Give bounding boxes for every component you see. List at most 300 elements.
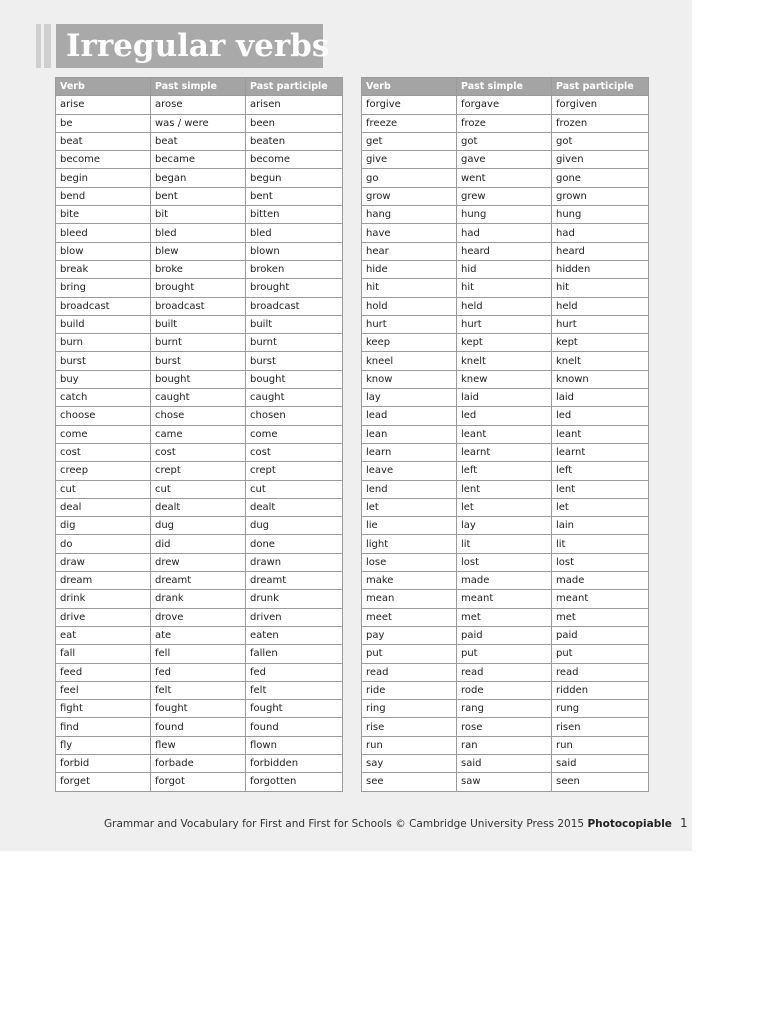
table-row: [56, 626, 343, 644]
table-row: [362, 773, 649, 791]
past-participle-cell: held: [552, 297, 649, 315]
verb-cell: cost: [56, 443, 151, 461]
past-simple-cell: cut: [151, 480, 246, 498]
past-simple-cell: began: [151, 169, 246, 187]
verb-cell: deal: [56, 498, 151, 516]
verb-cell: bend: [56, 187, 151, 205]
title-banner: [56, 24, 330, 68]
past-simple-cell: drank: [151, 590, 246, 608]
past-participle-cell: built: [246, 315, 343, 333]
header-verb: Verb: [56, 78, 151, 96]
past-simple-cell: blew: [151, 242, 246, 260]
past-simple-cell: brought: [151, 279, 246, 297]
past-participle-cell: seen: [552, 773, 649, 791]
verb-cell: bleed: [56, 224, 151, 242]
verb-table-right: [361, 77, 649, 792]
past-simple-cell: kept: [457, 334, 552, 352]
verb-cell: go: [362, 169, 457, 187]
past-simple-cell: had: [457, 224, 552, 242]
verb-cell: bite: [56, 206, 151, 224]
past-simple-cell: dreamt: [151, 572, 246, 590]
verb-cell: run: [362, 736, 457, 754]
verb-cell: dig: [56, 517, 151, 535]
table-row: [56, 242, 343, 260]
past-simple-cell: ran: [457, 736, 552, 754]
past-simple-cell: laid: [457, 389, 552, 407]
past-participle-cell: risen: [552, 718, 649, 736]
verb-cell: fly: [56, 736, 151, 754]
header-past-simple: Past simple: [151, 78, 246, 96]
verb-cell: fall: [56, 645, 151, 663]
past-participle-cell: made: [552, 572, 649, 590]
verb-cell: hold: [362, 297, 457, 315]
past-participle-cell: knelt: [552, 352, 649, 370]
verb-cell: let: [362, 498, 457, 516]
past-simple-cell: arose: [151, 96, 246, 114]
past-participle-cell: bitten: [246, 206, 343, 224]
past-simple-cell: crept: [151, 462, 246, 480]
table-row: [56, 608, 343, 626]
table-row: [362, 114, 649, 132]
table-row: [362, 352, 649, 370]
verb-cell: keep: [362, 334, 457, 352]
past-simple-cell: burst: [151, 352, 246, 370]
past-simple-cell: forgot: [151, 773, 246, 791]
past-participle-cell: learnt: [552, 443, 649, 461]
verb-cell: learn: [362, 443, 457, 461]
verb-cell: feed: [56, 663, 151, 681]
verb-cell: choose: [56, 407, 151, 425]
verb-cell: get: [362, 132, 457, 150]
past-simple-cell: came: [151, 425, 246, 443]
table-row: [56, 169, 343, 187]
table-row: [56, 425, 343, 443]
table-row: [362, 132, 649, 150]
verb-cell: know: [362, 370, 457, 388]
past-participle-cell: bought: [246, 370, 343, 388]
past-participle-cell: got: [552, 132, 649, 150]
past-simple-cell: drove: [151, 608, 246, 626]
past-participle-cell: come: [246, 425, 343, 443]
table-row: [56, 553, 343, 571]
header-past-participle: Past participle: [552, 78, 649, 96]
past-simple-cell: got: [457, 132, 552, 150]
past-participle-cell: lit: [552, 535, 649, 553]
table-row: [362, 425, 649, 443]
past-participle-cell: put: [552, 645, 649, 663]
table-row: [362, 754, 649, 772]
past-participle-cell: broken: [246, 260, 343, 278]
past-participle-cell: let: [552, 498, 649, 516]
past-simple-cell: froze: [457, 114, 552, 132]
past-participle-cell: known: [552, 370, 649, 388]
copyright-text: Grammar and Vocabulary for First and First for Schools © Cambridge University Press 2015: [104, 818, 588, 830]
past-simple-cell: hit: [457, 279, 552, 297]
past-participle-cell: lost: [552, 553, 649, 571]
past-participle-cell: flown: [246, 736, 343, 754]
past-simple-cell: forbade: [151, 754, 246, 772]
past-simple-cell: lit: [457, 535, 552, 553]
table-row: [362, 242, 649, 260]
verb-cell: build: [56, 315, 151, 333]
past-simple-cell: became: [151, 151, 246, 169]
past-simple-cell: found: [151, 718, 246, 736]
past-simple-cell: saw: [457, 773, 552, 791]
verb-cell: hang: [362, 206, 457, 224]
past-participle-cell: done: [246, 535, 343, 553]
title-decor-bar: [36, 24, 41, 68]
past-participle-cell: caught: [246, 389, 343, 407]
past-participle-cell: felt: [246, 681, 343, 699]
verb-cell: buy: [56, 370, 151, 388]
past-simple-cell: forgave: [457, 96, 552, 114]
header-past-participle: Past participle: [246, 78, 343, 96]
table-row: [362, 590, 649, 608]
verb-cell: drive: [56, 608, 151, 626]
past-simple-cell: dealt: [151, 498, 246, 516]
page-title: Irregular verbs: [66, 28, 330, 64]
past-simple-cell: broadcast: [151, 297, 246, 315]
past-participle-cell: read: [552, 663, 649, 681]
verb-cell: see: [362, 773, 457, 791]
table-row: [362, 187, 649, 205]
verb-cell: forbid: [56, 754, 151, 772]
past-participle-cell: paid: [552, 626, 649, 644]
verb-cell: draw: [56, 553, 151, 571]
past-simple-cell: ate: [151, 626, 246, 644]
table-row: [56, 389, 343, 407]
table-row: [362, 443, 649, 461]
past-participle-cell: given: [552, 151, 649, 169]
past-simple-cell: went: [457, 169, 552, 187]
table-row: [362, 279, 649, 297]
past-simple-cell: felt: [151, 681, 246, 699]
past-simple-cell: led: [457, 407, 552, 425]
past-simple-cell: lay: [457, 517, 552, 535]
table-row: [56, 517, 343, 535]
past-simple-cell: made: [457, 572, 552, 590]
photocopiable-label: Photocopiable: [587, 818, 672, 830]
verb-cell: eat: [56, 626, 151, 644]
verb-cell: put: [362, 645, 457, 663]
table-row: [362, 370, 649, 388]
table-row: [56, 718, 343, 736]
table-row: [362, 572, 649, 590]
verb-cell: say: [362, 754, 457, 772]
table-row: [362, 608, 649, 626]
past-participle-cell: fought: [246, 700, 343, 718]
table-row: [56, 572, 343, 590]
table-row: [362, 700, 649, 718]
past-simple-cell: hung: [457, 206, 552, 224]
past-participle-cell: arisen: [246, 96, 343, 114]
table-row: [56, 315, 343, 333]
table-header-row: [56, 78, 343, 96]
past-participle-cell: dreamt: [246, 572, 343, 590]
table-row: [56, 206, 343, 224]
table-row: [362, 206, 649, 224]
verb-cell: make: [362, 572, 457, 590]
past-simple-cell: gave: [457, 151, 552, 169]
past-participle-cell: hidden: [552, 260, 649, 278]
table-row: [56, 279, 343, 297]
past-participle-cell: gone: [552, 169, 649, 187]
past-participle-cell: run: [552, 736, 649, 754]
table-row: [56, 535, 343, 553]
table-row: [56, 114, 343, 132]
verb-cell: creep: [56, 462, 151, 480]
table-row: [362, 517, 649, 535]
table-row: [56, 132, 343, 150]
table-row: [362, 736, 649, 754]
past-participle-cell: blown: [246, 242, 343, 260]
verb-table-left: [55, 77, 343, 792]
past-simple-cell: let: [457, 498, 552, 516]
past-participle-cell: burst: [246, 352, 343, 370]
past-participle-cell: forgiven: [552, 96, 649, 114]
verb-cell: lose: [362, 553, 457, 571]
past-participle-cell: eaten: [246, 626, 343, 644]
table-row: [362, 681, 649, 699]
verb-cell: lie: [362, 517, 457, 535]
past-participle-cell: bent: [246, 187, 343, 205]
table-row: [362, 297, 649, 315]
past-simple-cell: drew: [151, 553, 246, 571]
table-row: [362, 626, 649, 644]
past-simple-cell: heard: [457, 242, 552, 260]
verb-cell: freeze: [362, 114, 457, 132]
past-simple-cell: learnt: [457, 443, 552, 461]
verb-cell: meet: [362, 608, 457, 626]
past-participle-cell: left: [552, 462, 649, 480]
table-row: [362, 462, 649, 480]
table-row: [56, 370, 343, 388]
verb-cell: be: [56, 114, 151, 132]
table-row: [56, 352, 343, 370]
table-row: [56, 187, 343, 205]
header-verb: Verb: [362, 78, 457, 96]
table-row: [56, 498, 343, 516]
past-participle-cell: drawn: [246, 553, 343, 571]
past-participle-cell: grown: [552, 187, 649, 205]
table-header-row: [362, 78, 649, 96]
table-row: [56, 480, 343, 498]
table-row: [362, 480, 649, 498]
past-participle-cell: broadcast: [246, 297, 343, 315]
past-simple-cell: knelt: [457, 352, 552, 370]
table-row: [362, 535, 649, 553]
past-participle-cell: dealt: [246, 498, 343, 516]
verb-cell: kneel: [362, 352, 457, 370]
past-simple-cell: broke: [151, 260, 246, 278]
past-participle-cell: driven: [246, 608, 343, 626]
past-participle-cell: said: [552, 754, 649, 772]
past-participle-cell: laid: [552, 389, 649, 407]
verb-cell: leave: [362, 462, 457, 480]
page-number: 1: [679, 816, 688, 830]
past-participle-cell: fed: [246, 663, 343, 681]
verb-cell: light: [362, 535, 457, 553]
table-row: [362, 96, 649, 114]
verb-cell: drink: [56, 590, 151, 608]
past-simple-cell: put: [457, 645, 552, 663]
past-simple-cell: met: [457, 608, 552, 626]
past-simple-cell: caught: [151, 389, 246, 407]
past-participle-cell: frozen: [552, 114, 649, 132]
past-participle-cell: drunk: [246, 590, 343, 608]
past-participle-cell: bled: [246, 224, 343, 242]
verb-cell: come: [56, 425, 151, 443]
past-simple-cell: said: [457, 754, 552, 772]
verb-cell: feel: [56, 681, 151, 699]
past-simple-cell: lent: [457, 480, 552, 498]
table-row: [362, 663, 649, 681]
header-past-simple: Past simple: [457, 78, 552, 96]
past-simple-cell: rode: [457, 681, 552, 699]
verb-cell: become: [56, 151, 151, 169]
past-participle-cell: fallen: [246, 645, 343, 663]
table-row: [56, 151, 343, 169]
past-simple-cell: dug: [151, 517, 246, 535]
table-row: [362, 315, 649, 333]
past-simple-cell: paid: [457, 626, 552, 644]
table-row: [362, 389, 649, 407]
verb-cell: grow: [362, 187, 457, 205]
past-participle-cell: meant: [552, 590, 649, 608]
past-participle-cell: hung: [552, 206, 649, 224]
past-simple-cell: bled: [151, 224, 246, 242]
past-participle-cell: brought: [246, 279, 343, 297]
past-participle-cell: leant: [552, 425, 649, 443]
past-participle-cell: become: [246, 151, 343, 169]
verb-cell: break: [56, 260, 151, 278]
past-simple-cell: beat: [151, 132, 246, 150]
table-row: [362, 260, 649, 278]
table-row: [362, 498, 649, 516]
past-simple-cell: rose: [457, 718, 552, 736]
past-participle-cell: dug: [246, 517, 343, 535]
past-participle-cell: found: [246, 718, 343, 736]
verb-cell: find: [56, 718, 151, 736]
past-simple-cell: fed: [151, 663, 246, 681]
verb-cell: forget: [56, 773, 151, 791]
verb-cell: hurt: [362, 315, 457, 333]
past-simple-cell: left: [457, 462, 552, 480]
table-row: [56, 407, 343, 425]
past-participle-cell: beaten: [246, 132, 343, 150]
past-simple-cell: leant: [457, 425, 552, 443]
past-participle-cell: ridden: [552, 681, 649, 699]
past-simple-cell: fell: [151, 645, 246, 663]
verb-cell: read: [362, 663, 457, 681]
verb-cell: give: [362, 151, 457, 169]
past-simple-cell: burnt: [151, 334, 246, 352]
verb-cell: bring: [56, 279, 151, 297]
table-row: [56, 754, 343, 772]
past-simple-cell: did: [151, 535, 246, 553]
table-row: [56, 443, 343, 461]
past-participle-cell: kept: [552, 334, 649, 352]
verb-cell: arise: [56, 96, 151, 114]
past-participle-cell: chosen: [246, 407, 343, 425]
past-simple-cell: grew: [457, 187, 552, 205]
past-simple-cell: knew: [457, 370, 552, 388]
past-simple-cell: rang: [457, 700, 552, 718]
past-simple-cell: held: [457, 297, 552, 315]
past-simple-cell: bent: [151, 187, 246, 205]
table-row: [362, 645, 649, 663]
table-row: [56, 224, 343, 242]
verb-cell: lead: [362, 407, 457, 425]
verb-cell: lend: [362, 480, 457, 498]
verb-cell: rise: [362, 718, 457, 736]
verb-cell: begin: [56, 169, 151, 187]
past-participle-cell: rung: [552, 700, 649, 718]
past-participle-cell: had: [552, 224, 649, 242]
table-row: [56, 462, 343, 480]
verb-cell: forgive: [362, 96, 457, 114]
verb-cell: ride: [362, 681, 457, 699]
verb-cell: have: [362, 224, 457, 242]
verb-cell: beat: [56, 132, 151, 150]
past-participle-cell: lain: [552, 517, 649, 535]
past-participle-cell: forgotten: [246, 773, 343, 791]
past-simple-cell: chose: [151, 407, 246, 425]
verb-cell: lay: [362, 389, 457, 407]
past-participle-cell: been: [246, 114, 343, 132]
past-simple-cell: bought: [151, 370, 246, 388]
past-participle-cell: heard: [552, 242, 649, 260]
past-simple-cell: was / were: [151, 114, 246, 132]
past-simple-cell: lost: [457, 553, 552, 571]
table-row: [362, 407, 649, 425]
table-row: [56, 96, 343, 114]
table-row: [56, 736, 343, 754]
past-simple-cell: flew: [151, 736, 246, 754]
table-row: [362, 151, 649, 169]
title-decor-bar: [44, 24, 51, 68]
past-participle-cell: hurt: [552, 315, 649, 333]
past-simple-cell: cost: [151, 443, 246, 461]
verb-cell: burst: [56, 352, 151, 370]
page-footer: [104, 815, 688, 832]
past-participle-cell: cost: [246, 443, 343, 461]
verb-cell: cut: [56, 480, 151, 498]
past-participle-cell: hit: [552, 279, 649, 297]
verb-cell: hear: [362, 242, 457, 260]
table-row: [56, 297, 343, 315]
table-row: [362, 718, 649, 736]
table-row: [56, 663, 343, 681]
verb-cell: catch: [56, 389, 151, 407]
table-row: [56, 334, 343, 352]
past-simple-cell: fought: [151, 700, 246, 718]
verb-cell: hide: [362, 260, 457, 278]
past-participle-cell: forbidden: [246, 754, 343, 772]
table-row: [362, 553, 649, 571]
past-participle-cell: met: [552, 608, 649, 626]
verb-cell: hit: [362, 279, 457, 297]
past-participle-cell: lent: [552, 480, 649, 498]
table-row: [362, 224, 649, 242]
past-simple-cell: built: [151, 315, 246, 333]
table-row: [362, 334, 649, 352]
past-participle-cell: crept: [246, 462, 343, 480]
past-simple-cell: meant: [457, 590, 552, 608]
verb-cell: broadcast: [56, 297, 151, 315]
table-row: [56, 700, 343, 718]
table-row: [362, 169, 649, 187]
